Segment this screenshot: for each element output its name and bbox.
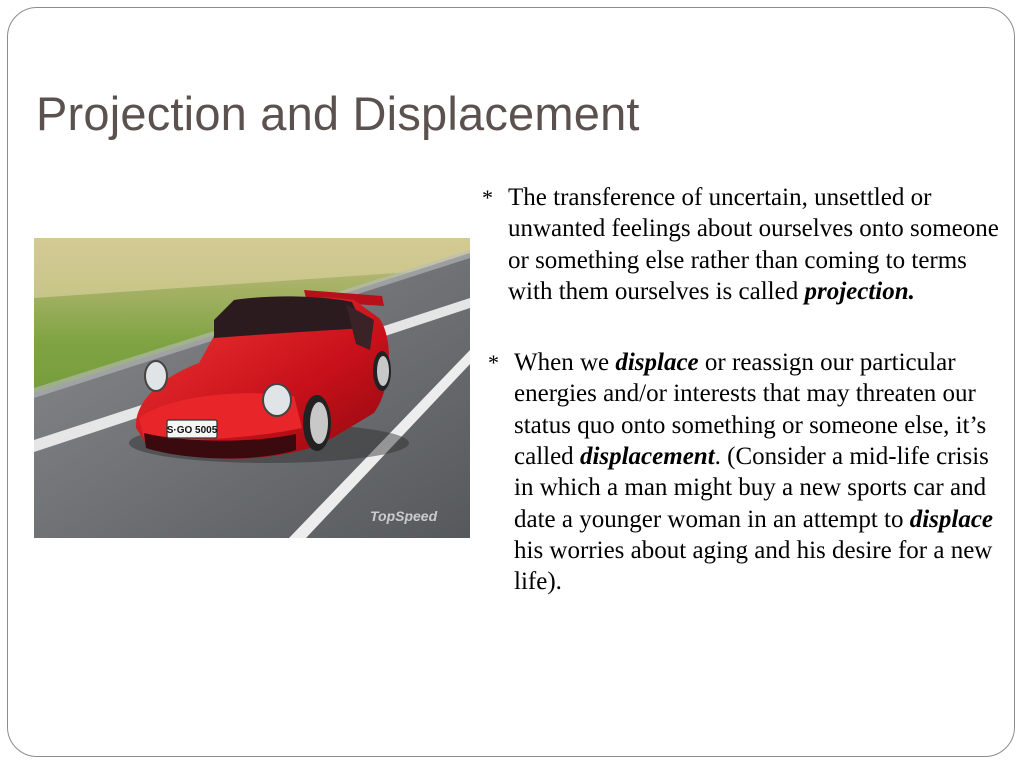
topspeed-watermark: TopSpeed	[370, 508, 438, 524]
slide-body	[482, 182, 1002, 598]
bullet-text: The transference of uncertain, unsettled or unwanted feelings about ourselves onto someone or something else rather than coming to terms with them ourselves is called	[508, 184, 999, 305]
bullet-text: . (Consider a mid-life crisis in which a man might buy a new sports car and date a younger woman in an attempt to	[514, 443, 989, 533]
term-projection: projection.	[804, 277, 915, 305]
term-displace: displace	[909, 505, 994, 533]
term-displace: displace	[615, 349, 699, 377]
term-displacement: displacement	[579, 443, 715, 471]
bullet-displacement	[488, 347, 1008, 597]
bullet-marker: *	[488, 350, 499, 376]
license-plate: S·GO 5005	[166, 425, 218, 436]
bullet-text: his worries about aging and his desire for a new life).	[514, 536, 993, 596]
slide-title: Projection and Displacement	[36, 87, 640, 140]
bullet-projection	[482, 182, 1002, 307]
bullet-text: When we	[514, 349, 616, 377]
bullet-text: or reassign our particular energies and/or interests that may threaten our status quo onto something or someone else, it’s called	[514, 349, 987, 471]
bullet-marker: *	[482, 185, 493, 210]
red-sports-car-photo	[34, 238, 470, 538]
